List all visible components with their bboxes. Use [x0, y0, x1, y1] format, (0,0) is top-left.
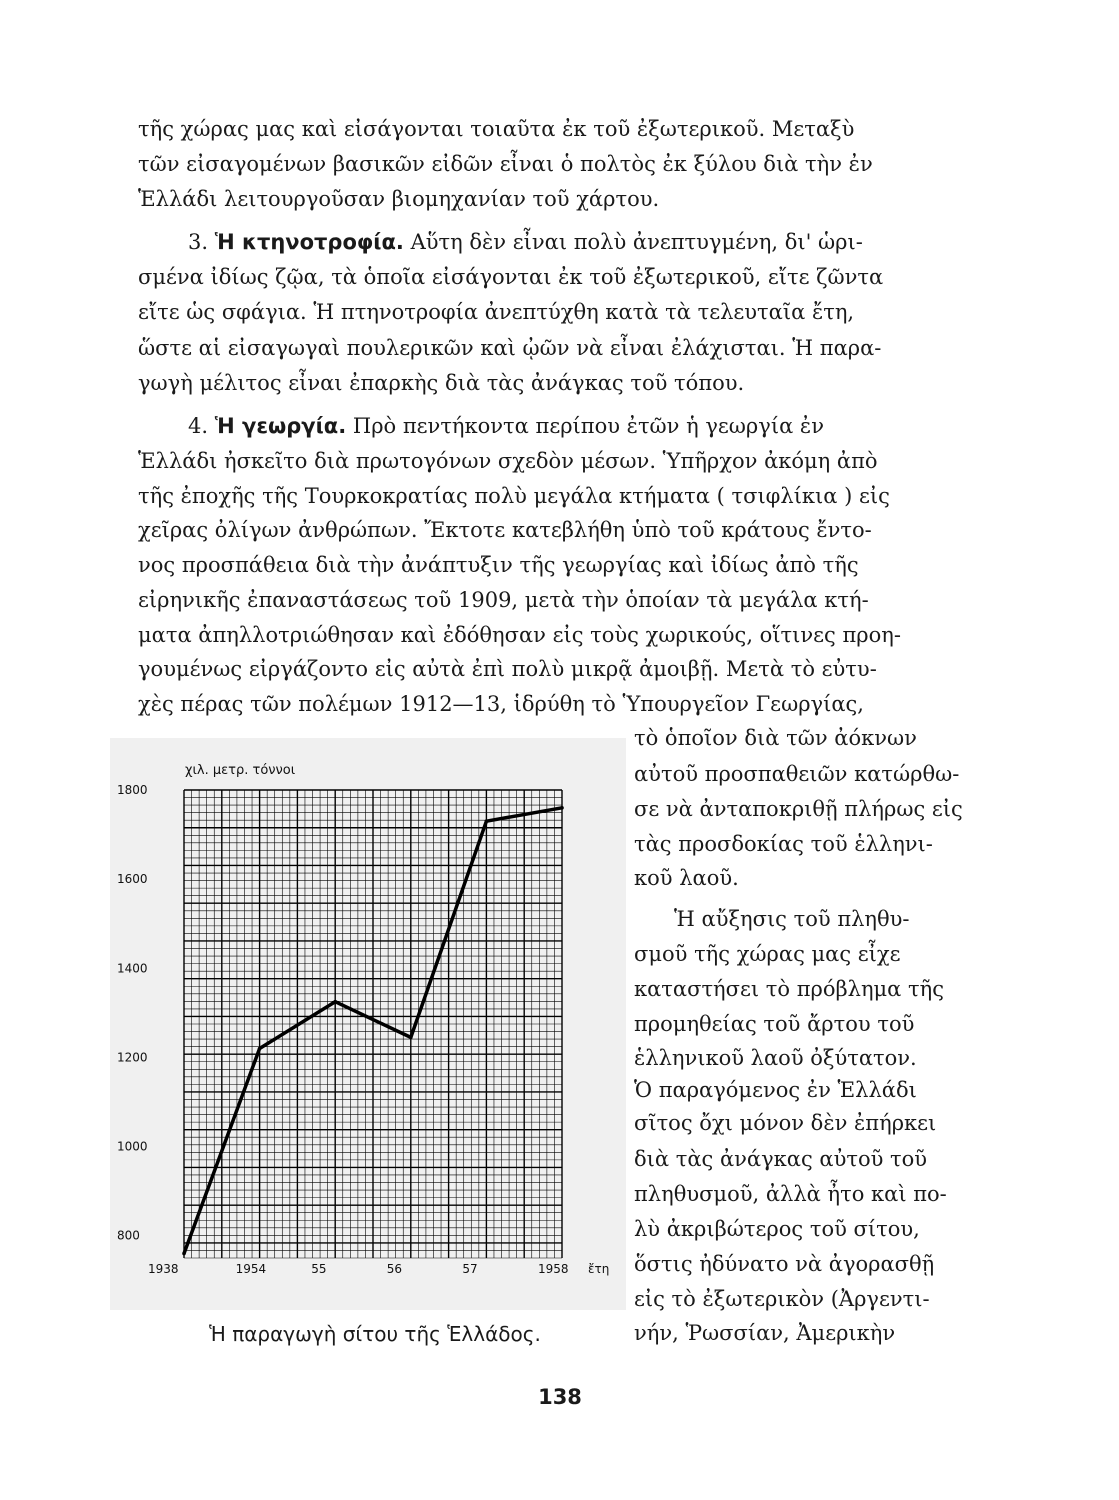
section-title-livestock: Ἡ κτηνοτροφία.: [214, 230, 404, 254]
text-line: νήν, Ῥωσσίαν, Ἀμερικὴν: [634, 1321, 896, 1345]
y-axis-title: χιλ. μετρ. τόννοι: [185, 763, 296, 778]
y-tick-label: 1000: [117, 1139, 148, 1154]
page-number: 138: [538, 1385, 582, 1409]
data-point: [333, 1000, 337, 1004]
text-line: εἰρηνικῆς ἐπαναστάσεως τοῦ 1909, μετὰ τὴν ὁποίαν τὰ μεγάλα κτή-: [138, 588, 869, 612]
text-span: Ἡ αὔξησις τοῦ πληθυ-: [674, 907, 910, 931]
text-line: Ἑλλάδι ἠσκεῖτο διὰ πρωτογόνων σχεδὸν μέσων. Ὑπῆρχον ἀκόμη ἀπὸ: [138, 449, 878, 473]
text-line: σε νὰ ἀνταποκριθῇ πλήρως εἰς: [634, 797, 963, 821]
text-span: Αὕτη δὲν εἶναι πολὺ ἀνεπτυγμένη, δι' ὡρι-: [410, 230, 863, 254]
text-line: ἑλληνικοῦ λαοῦ ὀξύτατον.: [634, 1046, 917, 1070]
x-tick-label: 57: [462, 1262, 478, 1276]
chart-caption: Ἡ παραγωγὴ σίτου τῆς Ἑλλάδος.: [209, 1322, 541, 1346]
text-line: κοῦ λαοῦ.: [634, 866, 739, 890]
text-line: τῶν εἰσαγομένων βασικῶν εἰδῶν εἶναι ὁ πολτὸς ἐκ ξύλου διὰ τὴν ἐν: [138, 152, 873, 176]
text-line: αὐτοῦ προσπαθειῶν κατώρθω-: [634, 762, 960, 786]
text-line: εἰς τὸ ἐξωτερικὸν (Ἀργεντι-: [634, 1287, 930, 1311]
text-line: ὅστις ἠδύνατο νὰ ἀγορασθῇ: [634, 1252, 935, 1276]
y-tick-label: 1800: [117, 783, 148, 797]
chart-svg: [110, 738, 626, 1310]
text-line: σμοῦ τῆς χώρας μας εἶχε: [634, 942, 901, 966]
data-point: [182, 1252, 186, 1256]
x-tick-label: 55: [311, 1262, 327, 1276]
data-point: [409, 1036, 413, 1040]
x-tick-label: 1958: [538, 1262, 569, 1276]
text-line: γουμένως εἰργάζοντο εἰς αὐτὰ ἐπὶ πολὺ μικρᾷ ἀμοιβῇ. Μετὰ τὸ εὐτυ-: [138, 657, 877, 681]
section-number: 4.: [188, 414, 209, 438]
y-tick-label: 1400: [117, 961, 148, 976]
x-tick-label: 56: [386, 1262, 403, 1276]
text-line: σῖτος ὄχι μόνον δὲν ἐπήρκει: [634, 1111, 937, 1135]
text-line: ὥστε αἱ εἰσαγωγαὶ πουλερικῶν καὶ ᾠῶν νὰ εἶναι ἐλάχισται. Ἡ παρα-: [138, 336, 882, 360]
y-tick-label: 1600: [117, 872, 148, 887]
section-number: 3.: [188, 230, 209, 254]
text-line: πληθυσμοῦ, ἀλλὰ ἦτο καὶ πο-: [634, 1182, 947, 1206]
text-line: χεῖρας ὀλίγων ἀνθρώπων. Ἔκτοτε κατεβλήθη ὑπὸ τοῦ κράτους ἔντο-: [138, 518, 872, 542]
text-line: ματα ἀπηλλοτριώθησαν καὶ ἐδόθησαν εἰς τοὺς χωρικούς, οἵτινες προη-: [138, 623, 901, 647]
section-title-agriculture: Ἡ γεωργία.: [214, 414, 347, 438]
text-line: τῆς ἐποχῆς τῆς Τουρκοκρατίας πολὺ μεγάλα κτήματα ( τσιφλίκια ) εἰς: [138, 484, 890, 508]
y-tick-label: 1200: [117, 1050, 148, 1065]
text-line: λὺ ἀκριβώτερος τοῦ σίτου,: [634, 1217, 920, 1241]
text-span: Πρὸ πεντήκοντα περίπου ἐτῶν ἡ γεωργία ἐν: [352, 414, 824, 438]
text-line: διὰ τὰς ἀνάγκας αὐτοῦ τοῦ: [634, 1147, 928, 1171]
text-line: σμένα ἰδίως ζῷα, τὰ ὁποῖα εἰσάγονται ἐκ τοῦ ἐξωτερικοῦ, εἴτε ζῶντα: [138, 265, 884, 289]
data-point: [485, 819, 489, 823]
x-tick-label: 1954: [235, 1262, 267, 1276]
text-line: [634, 909, 968, 930]
text-line: νος προσπάθεια διὰ τὴν ἀνάπτυξιν τῆς γεωργίας καὶ ἰδίως ἀπὸ τῆς: [138, 553, 859, 577]
wheat-production-chart: [110, 738, 626, 1310]
section-4-line: [138, 416, 968, 437]
text-line: τὸ ὁποῖον διὰ τῶν ἀόκνων: [634, 726, 917, 750]
x-tick-label: 1938: [148, 1262, 179, 1276]
text-line: καταστήσει τὸ πρόβλημα τῆς: [634, 977, 944, 1001]
text-line: τῆς χώρας μας καὶ εἰσάγονται τοιαῦτα ἐκ τοῦ ἐξωτερικοῦ. Μεταξὺ: [138, 117, 855, 141]
section-3-line: [138, 232, 968, 253]
text-line: χὲς πέρας τῶν πολέμων 1912—13, ἱδρύθη τὸ Ὑπουργεῖον Γεωργίας,: [138, 692, 864, 716]
text-line: εἴτε ὡς σφάγια. Ἡ πτηνοτροφία ἀνεπτύχθη κατὰ τὰ τελευταῖα ἔτη,: [138, 300, 855, 324]
data-point: [560, 806, 564, 810]
text-line: γωγὴ μέλιτος εἶναι ἐπαρκὴς διὰ τὰς ἀνάγκας τοῦ τόπου.: [138, 371, 745, 395]
text-line: Ὁ παραγόμενος ἐν Ἑλλάδι: [634, 1078, 917, 1102]
text-line: προμηθείας τοῦ ἄρτου τοῦ: [634, 1012, 915, 1036]
y-tick-label: 800: [117, 1228, 140, 1243]
data-point: [258, 1047, 262, 1051]
x-axis-title: ἔτη: [588, 1262, 610, 1276]
text-line: τὰς προσδοκίας τοῦ ἑλληνι-: [634, 832, 933, 856]
text-line: Ἑλλάδι λειτουργοῦσαν βιομηχανίαν τοῦ χάρτου.: [138, 187, 660, 211]
